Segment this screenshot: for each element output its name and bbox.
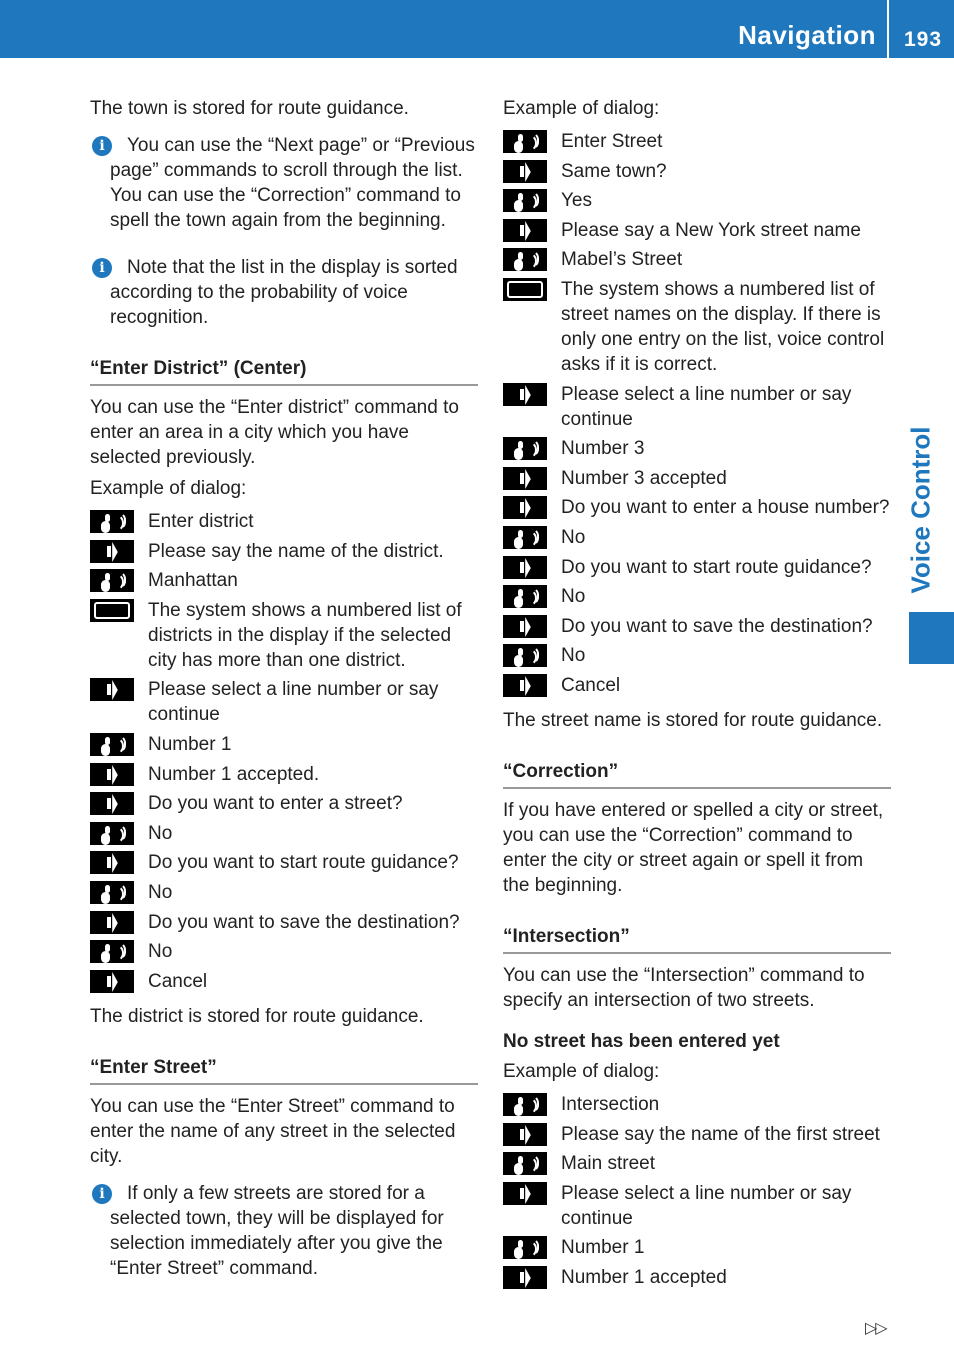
system-speaker-icon <box>503 556 547 579</box>
dialog-step <box>503 466 891 491</box>
info-text: You can use the “Next page” or “Previous page” commands to scroll through the list. You can use the “Correction” command to spell the town again from the beginning. <box>110 135 475 231</box>
paragraph-enter-district: You can use the “Enter district” command to enter an area in a city which you have selected previously. <box>90 397 459 468</box>
voice-command-icon <box>90 881 134 904</box>
system-speaker-icon <box>503 467 547 490</box>
system-speaker-icon <box>90 540 134 563</box>
system-speaker-icon <box>503 383 547 406</box>
dialog-step-text: Main street <box>561 1153 655 1175</box>
dialog-step <box>503 382 891 432</box>
dialog-step-text: No <box>148 822 173 844</box>
dialog-step <box>503 247 891 272</box>
dialog-step-text: Mabel’s Street <box>561 249 683 271</box>
dialog-step <box>90 539 478 564</box>
paragraph-correction: If you have entered or spelled a city or street, you can use the “Correction” command to enter the city or street again or spell it from the beginning. <box>503 799 884 896</box>
system-speaker-icon <box>90 792 134 815</box>
voice-command-icon <box>90 569 134 592</box>
voice-command-icon <box>90 510 134 533</box>
dialog-step <box>503 277 891 377</box>
system-speaker-icon <box>503 1123 547 1146</box>
dialog-step <box>90 910 478 935</box>
paragraph-town-stored: The town is stored for route guidance. <box>90 98 409 119</box>
system-speaker-icon <box>503 615 547 638</box>
dialog-step-text: Number 1 <box>561 1237 645 1259</box>
dialog-step <box>503 525 891 550</box>
info-note <box>90 1181 478 1281</box>
dialog-step-text: Enter Street <box>561 131 663 152</box>
dialog-step <box>503 1235 891 1260</box>
dialog-step <box>90 509 478 534</box>
dialog-list <box>503 1092 891 1290</box>
dialog-step <box>90 598 478 673</box>
dialog-step-text: Please say the name of the district. <box>148 540 444 562</box>
system-speaker-icon <box>90 678 134 701</box>
dialog-step-text: No <box>148 941 173 963</box>
dialog-step <box>503 218 891 243</box>
dialog-step-text: Please select a line number or say continue <box>561 383 852 430</box>
voice-command-icon <box>503 644 547 667</box>
voice-command-icon <box>503 189 547 212</box>
dialog-step-text: The system shows a numbered list of districts in the display if the selected city has more than one district. <box>148 599 462 671</box>
voice-command-icon <box>503 585 547 608</box>
dialog-step-text: Do you want to enter a street? <box>148 793 403 815</box>
dialog-step-text: Do you want to enter a house number? <box>561 497 890 519</box>
system-speaker-icon <box>503 160 547 183</box>
dialog-step-text: Do you want to save the destination? <box>148 911 460 933</box>
voice-command-icon <box>503 526 547 549</box>
dialog-step <box>503 555 891 580</box>
heading-correction: “Correction” <box>503 759 891 789</box>
dialog-step <box>503 1092 891 1117</box>
dialog-step-text: Please select a line number or say continue <box>148 679 439 726</box>
side-tab-label <box>898 420 944 600</box>
info-icon: i <box>92 258 112 278</box>
continue-marker: ▷▷ <box>865 1320 886 1337</box>
dialog-step <box>90 732 478 757</box>
dialog-step-text: Number 1 <box>148 733 232 755</box>
dialog-step-text: Please say a New York street name <box>561 219 861 241</box>
voice-command-icon <box>90 733 134 756</box>
paragraph-enter-street: You can use the “Enter Street” command to enter the name of any street in the selected city. <box>90 1095 456 1167</box>
dialog-step-text: Cancel <box>148 970 208 992</box>
dialog-step <box>90 677 478 727</box>
system-speaker-icon <box>90 763 134 786</box>
dialog-step <box>503 495 891 520</box>
display-screen-icon <box>90 599 134 622</box>
voice-command-icon <box>503 1152 547 1175</box>
system-speaker-icon <box>503 1182 547 1205</box>
voice-command-icon <box>503 1093 547 1116</box>
dialog-step <box>503 1122 891 1147</box>
dialog-list <box>503 129 891 698</box>
dialog-step-text: No <box>561 586 586 608</box>
dialog-step-text: Number 3 <box>561 438 645 460</box>
dialog-step-text: No <box>561 526 586 548</box>
right-column <box>503 96 891 1300</box>
dialog-step <box>90 762 478 787</box>
voice-command-icon <box>503 437 547 460</box>
dialog-step <box>90 939 478 964</box>
dialog-step <box>90 969 478 994</box>
dialog-step <box>503 436 891 461</box>
heading-intersection: “Intersection” <box>503 924 891 954</box>
paragraph-example: Example of dialog: <box>90 478 247 499</box>
system-speaker-icon <box>503 674 547 697</box>
dialog-step-text: Number 1 accepted <box>561 1266 727 1288</box>
page-number: 193 <box>904 28 943 51</box>
dialog-step-text: Enter district <box>148 511 254 532</box>
dialog-step-text: Intersection <box>561 1093 660 1115</box>
voice-command-icon <box>503 248 547 271</box>
dialog-step-text: Do you want to save the destination? <box>561 615 873 637</box>
info-note <box>90 133 478 233</box>
display-screen-icon <box>503 278 547 301</box>
dialog-step-text: Number 3 accepted <box>561 467 727 489</box>
info-text: If only a few streets are stored for a selected town, they will be displayed for selection immediately after you give the “Enter Street” command. <box>110 1182 444 1279</box>
system-speaker-icon <box>90 911 134 934</box>
side-tab-text: Voice Control <box>905 426 936 594</box>
header-divider <box>887 0 889 58</box>
side-tab-marker <box>909 612 954 664</box>
dialog-step <box>503 1265 891 1290</box>
system-speaker-icon <box>90 851 134 874</box>
dialog-step <box>503 584 891 609</box>
dialog-step <box>503 188 891 213</box>
dialog-step-text: Cancel <box>561 674 621 696</box>
dialog-step <box>503 1181 891 1231</box>
info-text: Note that the list in the display is sorted according to the probability of voice recognition. <box>110 257 458 328</box>
subheading-no-street: No street has been entered yet <box>503 1030 780 1052</box>
paragraph-intersection: You can use the “Intersection” command to specify an intersection of two streets. <box>503 964 865 1011</box>
system-speaker-icon <box>503 1266 547 1289</box>
dialog-step <box>90 568 478 593</box>
dialog-step-text: Manhattan <box>148 570 238 592</box>
dialog-step <box>503 159 891 184</box>
section-title: Navigation <box>738 20 876 50</box>
voice-command-icon <box>503 130 547 153</box>
dialog-step <box>503 129 891 154</box>
dialog-step <box>503 643 891 668</box>
dialog-step-text: Same town? <box>561 160 667 182</box>
system-speaker-icon <box>503 496 547 519</box>
dialog-step-text: Number 1 accepted. <box>148 763 320 785</box>
dialog-step <box>503 1151 891 1176</box>
dialog-step-text: Yes <box>561 190 592 212</box>
page-header <box>0 0 954 58</box>
dialog-step-text: No <box>148 881 173 903</box>
info-note <box>90 255 478 330</box>
dialog-step <box>90 880 478 905</box>
info-icon: i <box>92 136 112 156</box>
dialog-step-text: Please say the name of the first street <box>561 1123 880 1145</box>
heading-enter-street: “Enter Street” <box>90 1055 478 1085</box>
paragraph-example: Example of dialog: <box>503 98 660 119</box>
dialog-step <box>90 850 478 875</box>
voice-command-icon <box>503 1236 547 1259</box>
dialog-list <box>90 509 478 994</box>
info-icon: i <box>92 1184 112 1204</box>
paragraph-example: Example of dialog: <box>503 1060 660 1082</box>
paragraph-district-stored: The district is stored for route guidance. <box>90 1005 424 1027</box>
dialog-step-text: Do you want to start route guidance? <box>148 852 459 874</box>
dialog-step <box>503 673 891 698</box>
left-column <box>90 96 478 1293</box>
system-speaker-icon <box>90 970 134 993</box>
dialog-step-text: No <box>561 645 586 667</box>
voice-command-icon <box>90 940 134 963</box>
voice-command-icon <box>90 822 134 845</box>
heading-enter-district: “Enter District” (Center) <box>90 356 478 386</box>
dialog-step <box>90 791 478 816</box>
dialog-step-text: The system shows a numbered list of street names on the display. If there is only one entry on the list, voice control asks if it is correct. <box>561 278 885 375</box>
paragraph-street-stored: The street name is stored for route guidance. <box>503 709 883 731</box>
dialog-step-text: Please select a line number or say continue <box>561 1182 852 1229</box>
dialog-step-text: Do you want to start route guidance? <box>561 556 872 578</box>
dialog-step <box>503 614 891 639</box>
dialog-step <box>90 821 478 846</box>
system-speaker-icon <box>503 219 547 242</box>
